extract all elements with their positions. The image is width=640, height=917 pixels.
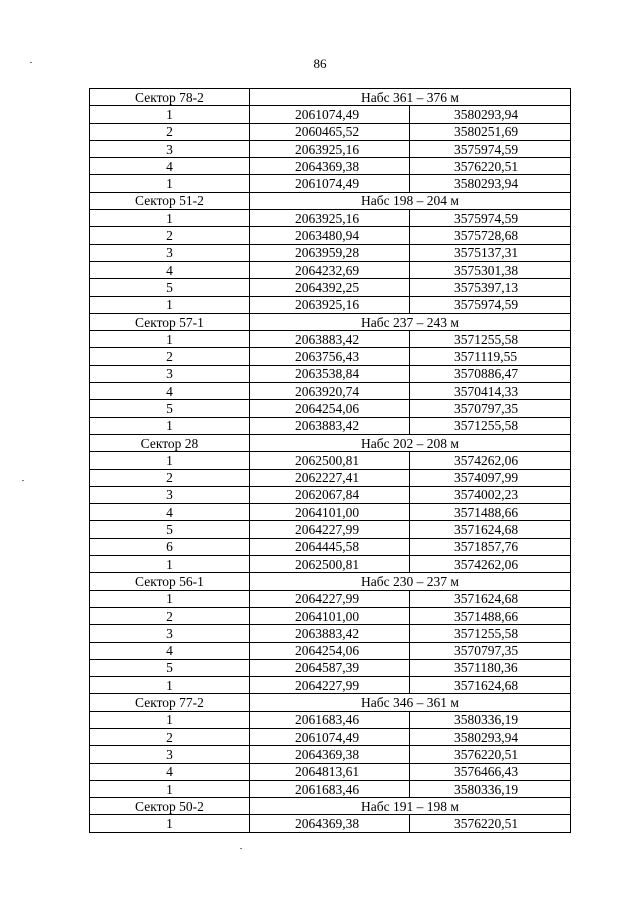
sector-name: Сектор 50-2 <box>90 798 250 815</box>
x-coordinate: 2064369,38 <box>250 158 410 175</box>
y-coordinate: 3575728,68 <box>410 227 571 244</box>
point-number: 5 <box>90 400 250 417</box>
x-coordinate: 2063925,16 <box>250 140 410 157</box>
point-number: 3 <box>90 140 250 157</box>
y-coordinate: 3575397,13 <box>410 279 571 296</box>
x-coordinate: 2064254,06 <box>250 642 410 659</box>
x-coordinate: 2063959,28 <box>250 244 410 261</box>
point-number: 5 <box>90 279 250 296</box>
y-coordinate: 3571624,68 <box>410 677 571 694</box>
x-coordinate: 2062227,41 <box>250 469 410 486</box>
y-coordinate: 3574262,06 <box>410 452 571 469</box>
coordinates-table <box>89 88 571 833</box>
x-coordinate: 2063538,84 <box>250 365 410 382</box>
sector-name: Сектор 56-1 <box>90 573 250 590</box>
x-coordinate: 2063883,42 <box>250 331 410 348</box>
point-number: 2 <box>90 607 250 624</box>
x-coordinate: 2063480,94 <box>250 227 410 244</box>
sector-elevation: Набс 361 – 376 м <box>250 89 571 106</box>
x-coordinate: 2063883,42 <box>250 625 410 642</box>
table-row <box>90 625 571 642</box>
y-coordinate: 3576220,51 <box>410 746 571 763</box>
point-number: 2 <box>90 227 250 244</box>
x-coordinate: 2063925,16 <box>250 296 410 313</box>
table-row <box>90 452 571 469</box>
y-coordinate: 3571857,76 <box>410 538 571 555</box>
y-coordinate: 3571255,58 <box>410 417 571 434</box>
point-number: 4 <box>90 261 250 278</box>
scan-speck <box>22 480 24 481</box>
y-coordinate: 3571180,36 <box>410 659 571 676</box>
point-number: 1 <box>90 780 250 797</box>
point-number: 1 <box>90 452 250 469</box>
table-row <box>90 365 571 382</box>
y-coordinate: 3575137,31 <box>410 244 571 261</box>
y-coordinate: 3576220,51 <box>410 815 571 832</box>
y-coordinate: 3571624,68 <box>410 521 571 538</box>
y-coordinate: 3576466,43 <box>410 763 571 780</box>
sector-elevation: Набс 198 – 204 м <box>250 192 571 209</box>
sector-header-row <box>90 89 571 106</box>
sector-header-row <box>90 573 571 590</box>
sector-name: Сектор 51-2 <box>90 192 250 209</box>
table-row <box>90 383 571 400</box>
point-number: 2 <box>90 348 250 365</box>
point-number: 4 <box>90 383 250 400</box>
table-row <box>90 763 571 780</box>
x-coordinate: 2063925,16 <box>250 210 410 227</box>
y-coordinate: 3571255,58 <box>410 331 571 348</box>
table-row <box>90 659 571 676</box>
x-coordinate: 2064445,58 <box>250 538 410 555</box>
point-number: 1 <box>90 106 250 123</box>
scan-speck <box>30 62 32 63</box>
sector-elevation: Набс 346 – 361 м <box>250 694 571 711</box>
page-number: 86 <box>313 56 327 71</box>
point-number: 5 <box>90 521 250 538</box>
sector-name: Сектор 78-2 <box>90 89 250 106</box>
x-coordinate: 2064232,69 <box>250 261 410 278</box>
x-coordinate: 2062500,81 <box>250 452 410 469</box>
y-coordinate: 3571488,66 <box>410 607 571 624</box>
x-coordinate: 2061074,49 <box>250 175 410 192</box>
point-number: 1 <box>90 210 250 227</box>
point-number: 4 <box>90 504 250 521</box>
point-number: 1 <box>90 711 250 728</box>
table-row <box>90 227 571 244</box>
table-row <box>90 590 571 607</box>
point-number: 3 <box>90 746 250 763</box>
point-number: 4 <box>90 763 250 780</box>
x-coordinate: 2064227,99 <box>250 677 410 694</box>
y-coordinate: 3571624,68 <box>410 590 571 607</box>
table-row <box>90 504 571 521</box>
x-coordinate: 2064813,61 <box>250 763 410 780</box>
x-coordinate: 2064227,99 <box>250 521 410 538</box>
table-row <box>90 642 571 659</box>
x-coordinate: 2064101,00 <box>250 504 410 521</box>
x-coordinate: 2062067,84 <box>250 486 410 503</box>
table-row <box>90 175 571 192</box>
sector-elevation: Набс 202 – 208 м <box>250 434 571 451</box>
y-coordinate: 3570797,35 <box>410 642 571 659</box>
x-coordinate: 2061074,49 <box>250 106 410 123</box>
table-row <box>90 556 571 573</box>
table-row <box>90 538 571 555</box>
table-row <box>90 261 571 278</box>
point-number: 1 <box>90 296 250 313</box>
table-row <box>90 728 571 745</box>
table-row <box>90 417 571 434</box>
table-row <box>90 106 571 123</box>
sector-header-row <box>90 313 571 330</box>
y-coordinate: 3580293,94 <box>410 106 571 123</box>
table-row <box>90 210 571 227</box>
sector-name: Сектор 57-1 <box>90 313 250 330</box>
point-number: 1 <box>90 590 250 607</box>
y-coordinate: 3570797,35 <box>410 400 571 417</box>
y-coordinate: 3570414,33 <box>410 383 571 400</box>
point-number: 3 <box>90 486 250 503</box>
table-row <box>90 711 571 728</box>
point-number: 1 <box>90 556 250 573</box>
y-coordinate: 3580336,19 <box>410 711 571 728</box>
point-number: 6 <box>90 538 250 555</box>
table-row <box>90 815 571 832</box>
table-row <box>90 244 571 261</box>
table-row <box>90 607 571 624</box>
y-coordinate: 3580336,19 <box>410 780 571 797</box>
table-row <box>90 279 571 296</box>
point-number: 1 <box>90 417 250 434</box>
sector-header-row <box>90 798 571 815</box>
y-coordinate: 3571119,55 <box>410 348 571 365</box>
x-coordinate: 2064369,38 <box>250 746 410 763</box>
y-coordinate: 3571255,58 <box>410 625 571 642</box>
y-coordinate: 3575301,38 <box>410 261 571 278</box>
table-row <box>90 780 571 797</box>
y-coordinate: 3575974,59 <box>410 140 571 157</box>
x-coordinate: 2063756,43 <box>250 348 410 365</box>
y-coordinate: 3574002,23 <box>410 486 571 503</box>
table-row <box>90 348 571 365</box>
y-coordinate: 3580293,94 <box>410 728 571 745</box>
y-coordinate: 3570886,47 <box>410 365 571 382</box>
table-row <box>90 521 571 538</box>
y-coordinate: 3580251,69 <box>410 123 571 140</box>
x-coordinate: 2063883,42 <box>250 417 410 434</box>
point-number: 2 <box>90 728 250 745</box>
y-coordinate: 3574262,06 <box>410 556 571 573</box>
x-coordinate: 2061683,46 <box>250 711 410 728</box>
sector-name: Сектор 77-2 <box>90 694 250 711</box>
point-number: 2 <box>90 123 250 140</box>
x-coordinate: 2064227,99 <box>250 590 410 607</box>
x-coordinate: 2061074,49 <box>250 728 410 745</box>
table-row <box>90 469 571 486</box>
point-number: 1 <box>90 815 250 832</box>
x-coordinate: 2063920,74 <box>250 383 410 400</box>
point-number: 3 <box>90 625 250 642</box>
point-number: 3 <box>90 244 250 261</box>
sector-elevation: Набс 237 – 243 м <box>250 313 571 330</box>
sector-elevation: Набс 191 – 198 м <box>250 798 571 815</box>
point-number: 1 <box>90 677 250 694</box>
x-coordinate: 2064254,06 <box>250 400 410 417</box>
y-coordinate: 3576220,51 <box>410 158 571 175</box>
point-number: 1 <box>90 331 250 348</box>
y-coordinate: 3574097,99 <box>410 469 571 486</box>
x-coordinate: 2064587,39 <box>250 659 410 676</box>
table-row <box>90 123 571 140</box>
y-coordinate: 3575974,59 <box>410 210 571 227</box>
table-row <box>90 331 571 348</box>
sector-header-row <box>90 694 571 711</box>
point-number: 5 <box>90 659 250 676</box>
table-row <box>90 140 571 157</box>
y-coordinate: 3580293,94 <box>410 175 571 192</box>
point-number: 2 <box>90 469 250 486</box>
x-coordinate: 2062500,81 <box>250 556 410 573</box>
point-number: 1 <box>90 175 250 192</box>
sector-elevation: Набс 230 – 237 м <box>250 573 571 590</box>
point-number: 3 <box>90 365 250 382</box>
point-number: 4 <box>90 158 250 175</box>
sector-header-row <box>90 434 571 451</box>
x-coordinate: 2061683,46 <box>250 780 410 797</box>
sector-header-row <box>90 192 571 209</box>
x-coordinate: 2064369,38 <box>250 815 410 832</box>
table-row <box>90 296 571 313</box>
table-row <box>90 486 571 503</box>
table-row <box>90 158 571 175</box>
scan-speck <box>240 848 242 849</box>
point-number: 4 <box>90 642 250 659</box>
x-coordinate: 2060465,52 <box>250 123 410 140</box>
x-coordinate: 2064392,25 <box>250 279 410 296</box>
table-row <box>90 677 571 694</box>
sector-name: Сектор 28 <box>90 434 250 451</box>
table-row <box>90 746 571 763</box>
y-coordinate: 3571488,66 <box>410 504 571 521</box>
x-coordinate: 2064101,00 <box>250 607 410 624</box>
y-coordinate: 3575974,59 <box>410 296 571 313</box>
table-row <box>90 400 571 417</box>
